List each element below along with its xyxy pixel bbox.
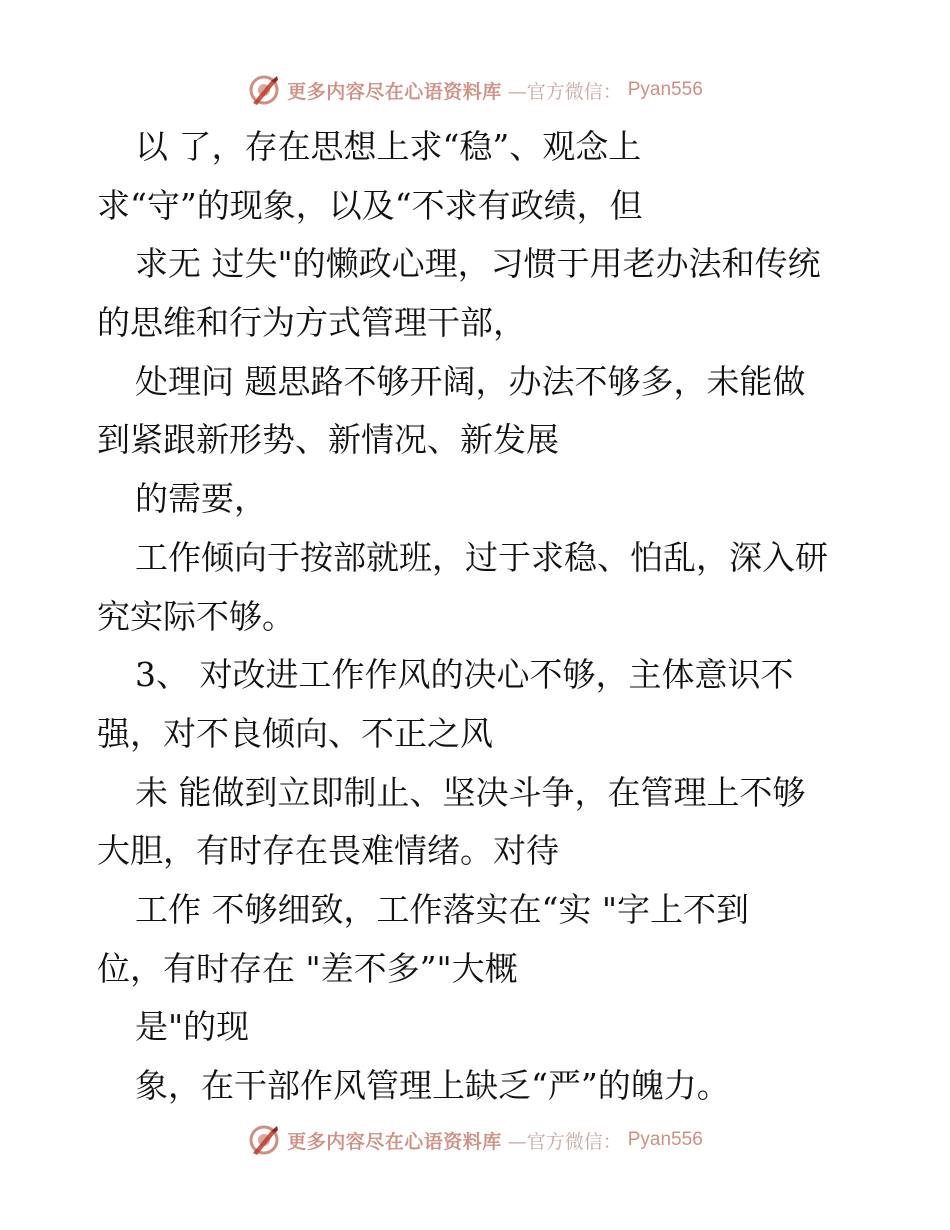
text-line: 未 能做到立即制止、坚决斗争，在管理上不够 bbox=[135, 772, 806, 812]
text-line: 究实际不够。 bbox=[97, 596, 295, 636]
text-line: 以 了，存在思想上求“稳”、观念上 bbox=[135, 127, 642, 166]
text-line: 求无 过失"的懒政心理，习惯于用老办法和传统 bbox=[135, 244, 821, 284]
watermark-sub-text: —官方微信： bbox=[507, 80, 622, 103]
text-line: 的需要， bbox=[135, 479, 267, 519]
watermark-footer bbox=[0, 1120, 950, 1160]
text-line: 工作 不够细致，工作落实在“实 "字上不到 bbox=[135, 889, 750, 929]
watermark-wechat-id: Pyan556 bbox=[627, 79, 703, 100]
text-line: 的思维和行为方式管理干部， bbox=[97, 303, 526, 343]
pen-logo-icon bbox=[247, 73, 281, 107]
watermark-wechat-id: Pyan556 bbox=[627, 1129, 703, 1150]
watermark-main-text: 更多内容尽在心语资料库 bbox=[287, 1130, 502, 1153]
text-line: 工作倾向于按部就班，过于求稳、怕乱，深入研 bbox=[135, 537, 828, 577]
text-line: 位，有时存在 "差不多”"大概 bbox=[97, 948, 518, 988]
text-line: 是"的现 bbox=[135, 1007, 250, 1047]
pen-logo-icon bbox=[247, 1123, 281, 1157]
watermark-header bbox=[0, 70, 950, 110]
text-line: 大胆，有时存在畏难情绪。对待 bbox=[97, 831, 559, 871]
text-line: 求“守”的现象，以及“不求有政绩，但 bbox=[97, 185, 643, 225]
watermark-main-text: 更多内容尽在心语资料库 bbox=[287, 80, 502, 103]
watermark-sub-text: —官方微信： bbox=[507, 1130, 622, 1153]
document-body bbox=[97, 118, 867, 1116]
text-line: 到紧跟新形势、新情况、新发展 bbox=[97, 420, 559, 460]
text-line: 象，在干部作风管理上缺乏“严”的魄力。 bbox=[135, 1066, 730, 1105]
text-line: 3、 对改进工作作风的决心不够，主体意识不 bbox=[135, 655, 794, 695]
text-line: 处理问 题思路不够开阔，办法不够多，未能做 bbox=[135, 361, 806, 401]
text-line: 强，对不良倾向、不正之风 bbox=[97, 713, 493, 753]
